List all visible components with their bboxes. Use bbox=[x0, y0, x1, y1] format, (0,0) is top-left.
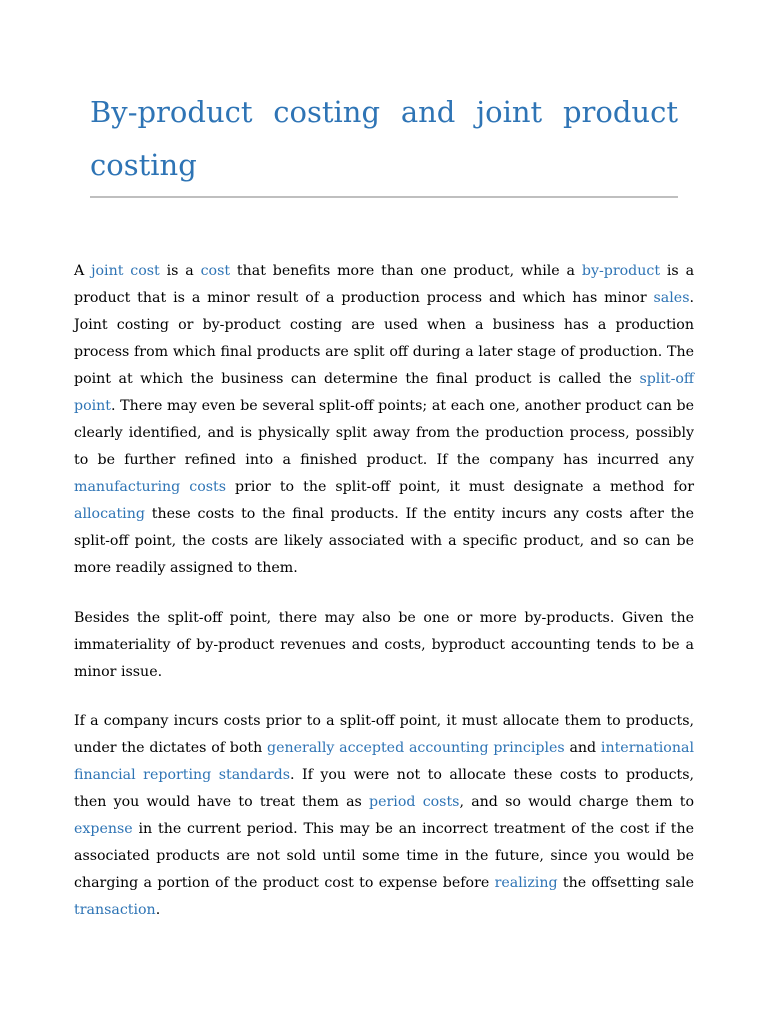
link-realizing[interactable]: realizing bbox=[494, 875, 558, 891]
page-title: By-product costing and joint product costing bbox=[90, 95, 678, 182]
paragraph-3 bbox=[74, 708, 694, 924]
text-run: that benefits more than one product, while a bbox=[230, 263, 582, 279]
paragraph-1 bbox=[74, 258, 694, 582]
link-expense[interactable]: expense bbox=[74, 821, 133, 837]
title-divider bbox=[90, 196, 678, 198]
link-transaction[interactable]: transaction bbox=[74, 902, 156, 918]
text-run: is a product that is a minor result of a production process and which has minor bbox=[74, 263, 695, 306]
text-run: . Joint costing or by-product costing are used when a business has a production process from which final products are split off during a later stage of production. The point at which the business can determine the final product is called the bbox=[74, 290, 694, 387]
link-allocating[interactable]: allocating bbox=[74, 506, 145, 522]
link-joint-cost[interactable]: joint cost bbox=[91, 263, 160, 279]
link-manufacturing-costs[interactable]: manufacturing costs bbox=[74, 479, 227, 495]
text-run: in the current period. This may be an incorrect treatment of the cost if the associated products are not sold until some time in the future, since you would be charging a portion of the product cost to expense before bbox=[74, 821, 694, 891]
text-run: these costs to the final products. If the entity incurs any costs after the split-off point, the costs are likely associated with a specific product, and so can be more readily assigned to them. bbox=[74, 506, 694, 576]
link-by-product[interactable]: by-product bbox=[581, 263, 661, 279]
text-run: prior to the split-off point, it must designate a method for bbox=[226, 479, 694, 495]
text-run: Besides the split-off point, there may also be one or more by-products. Given the immateriality of by-product revenues and costs, byproduct accounting tends to be a minor issue. bbox=[74, 610, 694, 680]
link-cost[interactable]: cost bbox=[200, 263, 231, 279]
link-split-off-point[interactable]: split-off point bbox=[74, 371, 694, 414]
text-run: , and so would charge them to bbox=[459, 794, 694, 810]
text-run: . If you were not to allocate these costs to products, then you would have to treat them as bbox=[74, 767, 695, 810]
text-run: and bbox=[564, 740, 601, 756]
link-period-costs[interactable]: period costs bbox=[369, 794, 460, 810]
link-international-financial-reporting-standards[interactable]: international financial reporting standards bbox=[74, 740, 694, 783]
text-run: the offsetting sale bbox=[557, 875, 694, 891]
link-generally-accepted-accounting-principles[interactable]: generally accepted accounting principles bbox=[267, 740, 565, 756]
text-run: If a company incurs costs prior to a split-off point, it must allocate them to products, under the dictates of both bbox=[74, 713, 694, 756]
paragraph-2 bbox=[74, 605, 694, 686]
text-run: is a bbox=[159, 263, 201, 279]
text-run: . bbox=[155, 902, 161, 918]
text-run: . There may even be several split-off points; at each one, another product can be clearly identified, and is physically split away from the production process, possibly to be further refined into a finished product. If the company has incurred any bbox=[74, 398, 694, 468]
link-sales[interactable]: sales bbox=[653, 290, 690, 306]
text-run: A bbox=[74, 263, 92, 279]
